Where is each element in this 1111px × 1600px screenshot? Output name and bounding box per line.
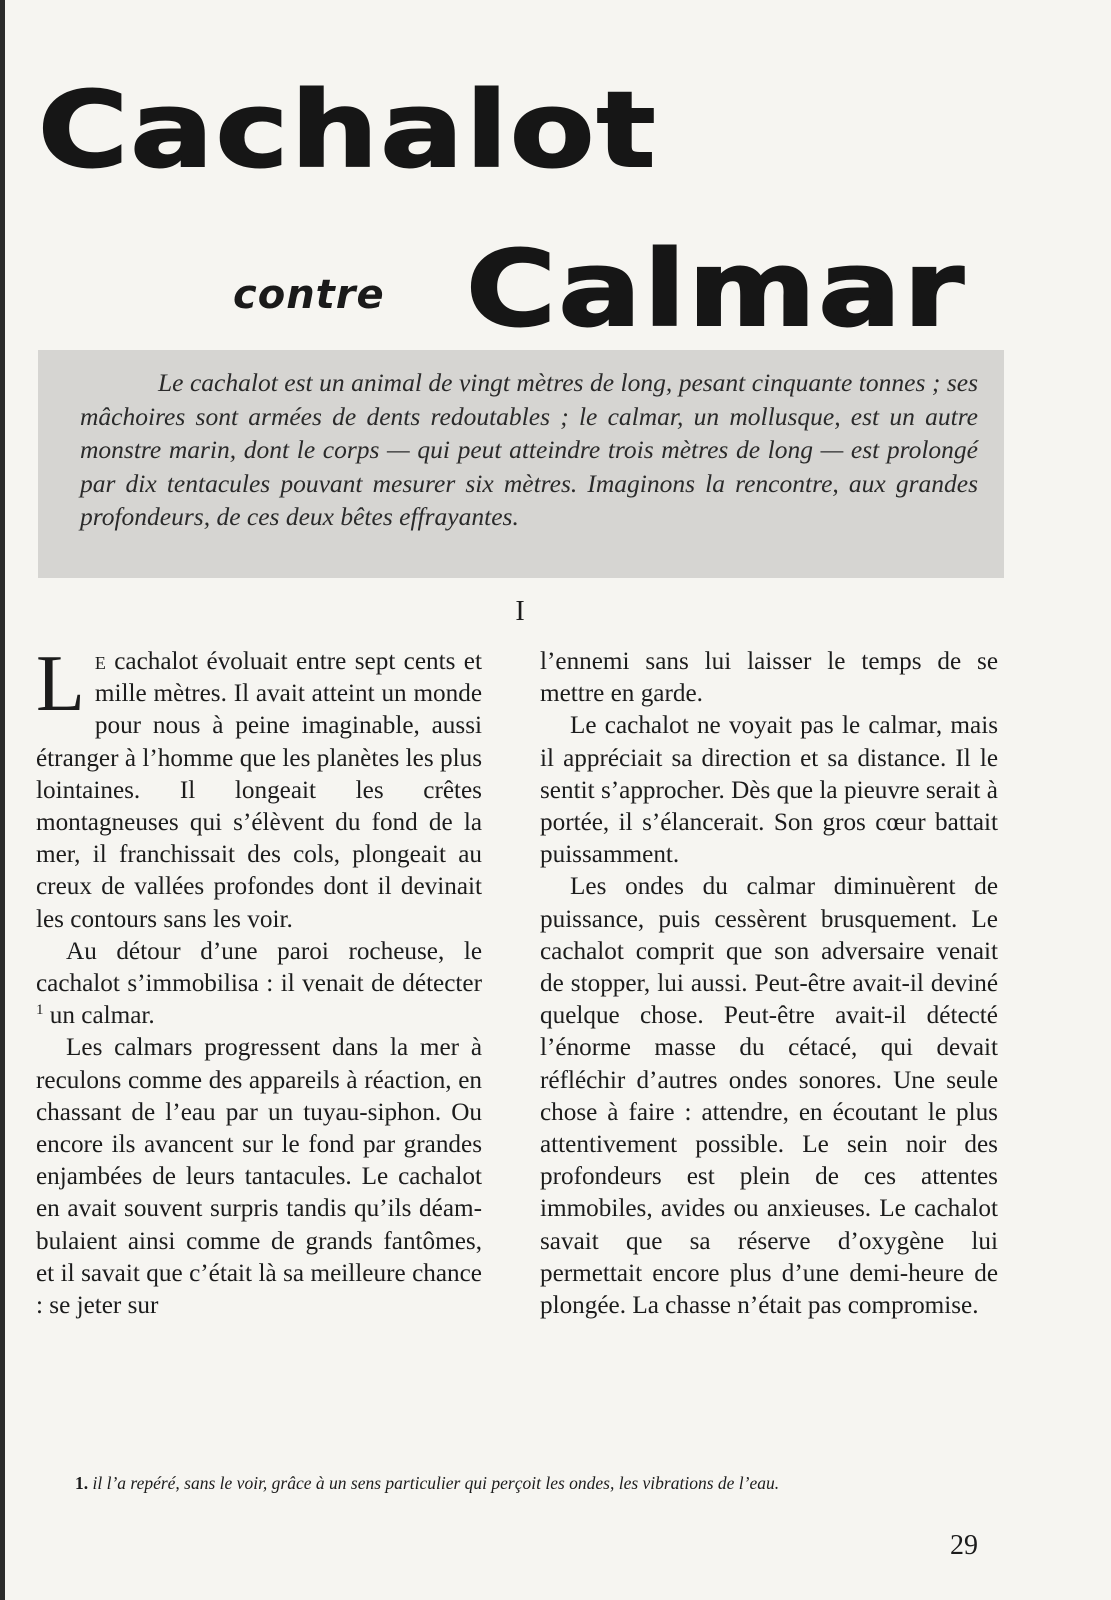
page-number: 29 xyxy=(950,1530,978,1561)
title-calmar: Calmar xyxy=(466,228,967,350)
paragraph-2-text-b: un calmar. xyxy=(43,1002,155,1030)
paragraph-2 xyxy=(36,936,482,1033)
footnote-text: il l’a repéré, sans le voir, grâce à un sens particulier qui perçoit les ondes, les vibrations de l’eau. xyxy=(92,1473,780,1493)
intro-box xyxy=(38,350,1004,578)
footnote-number: 1. xyxy=(75,1473,89,1493)
section-number: I xyxy=(515,596,525,627)
paragraph-3: Les calmars progressent dans la mer à reculons comme des appareils à réaction, en chassant de l’eau par un tuyau-siphon. Ou encore ils avancent sur le fond par grandes enjambées de leurs tantacules. Le cachalot en avait souvent surpris tandis qu’ils déambulaient ainsi comme de grands fantômes, et il savait que c’était là sa meilleure chance : se jeter sur xyxy=(36,1034,482,1320)
paragraph-1 xyxy=(36,640,482,936)
paragraph-1-text: cachalot évoluait entre sept cents et mille mètres. Il avait atteint un monde pour nous à peine imaginable, aussi étranger à l’homme que les planètes les plus lointaines. Il longeait les crêtes montagneuses qui s’élèvent du fond de la mer, il franchissait des cols, plongeait au creux de vallées profondes dont il devinait les contours sans les voir. xyxy=(36,648,482,933)
footnote xyxy=(75,1473,975,1494)
footnote-ref: 1 xyxy=(36,1002,44,1019)
first-word: e xyxy=(94,648,106,675)
intro-text: Le cachalot est un animal de vingt mètres de long, pesant cinquante tonnes ; ses mâchoires sont armées de dents redoutables ; le calmar, un mollusque, est un autre monstre marin, dont le corps — qui peut atteindre trois mètres de long — est prolongé par dix tentacules pouvant mesurer six mètres. Imaginons la rencontre, aux grandes profondeurs, de ces deux bêtes effrayantes. xyxy=(80,368,978,531)
left-column xyxy=(36,640,482,1322)
title-contre: contre xyxy=(233,272,385,318)
title-cachalot: Cachalot xyxy=(38,69,658,191)
paragraph-4: l’ennemi sans lui laisser le temps de se mettre en garde. xyxy=(540,648,998,708)
paragraph-5: Le cachalot ne voyait pas le calmar, mais il appréciait sa direction et sa distance. Il le sentit s’approcher. Dès que la pieuvre serait à portée, il s’élancerait. Son gros cœur battait puissamment. xyxy=(540,712,998,869)
paragraph-6: Les ondes du calmar diminuèrent de puissance, puis cessèrent brusquement. Le cachalot comprit que son adversaire venait de stopper, lui aussi. Peut-être avait-il deviné quelque chose. Peut-être avait-il détecté l’énorme masse du cétacé, qui devait réfléchir d’autres ondes sonores. Une seule chose à faire : attendre, en écoutant le plus attentivement possible. Le sein noir des profondeurs est plein de ces attentes immobiles, avides ou anxieuses. Le cachalot savait que sa réserve d’oxygène lui permettait encore plus d’une demi-heure de plongée. La chasse n’était pas compromise. xyxy=(540,873,998,1320)
drop-cap: L xyxy=(36,640,85,728)
right-column xyxy=(540,646,998,1322)
page-edge xyxy=(0,0,5,1600)
paragraph-2-text-a: Au détour d’une paroi rocheuse, le cachalot s’immobilisa : il venait de détecter xyxy=(36,937,482,998)
